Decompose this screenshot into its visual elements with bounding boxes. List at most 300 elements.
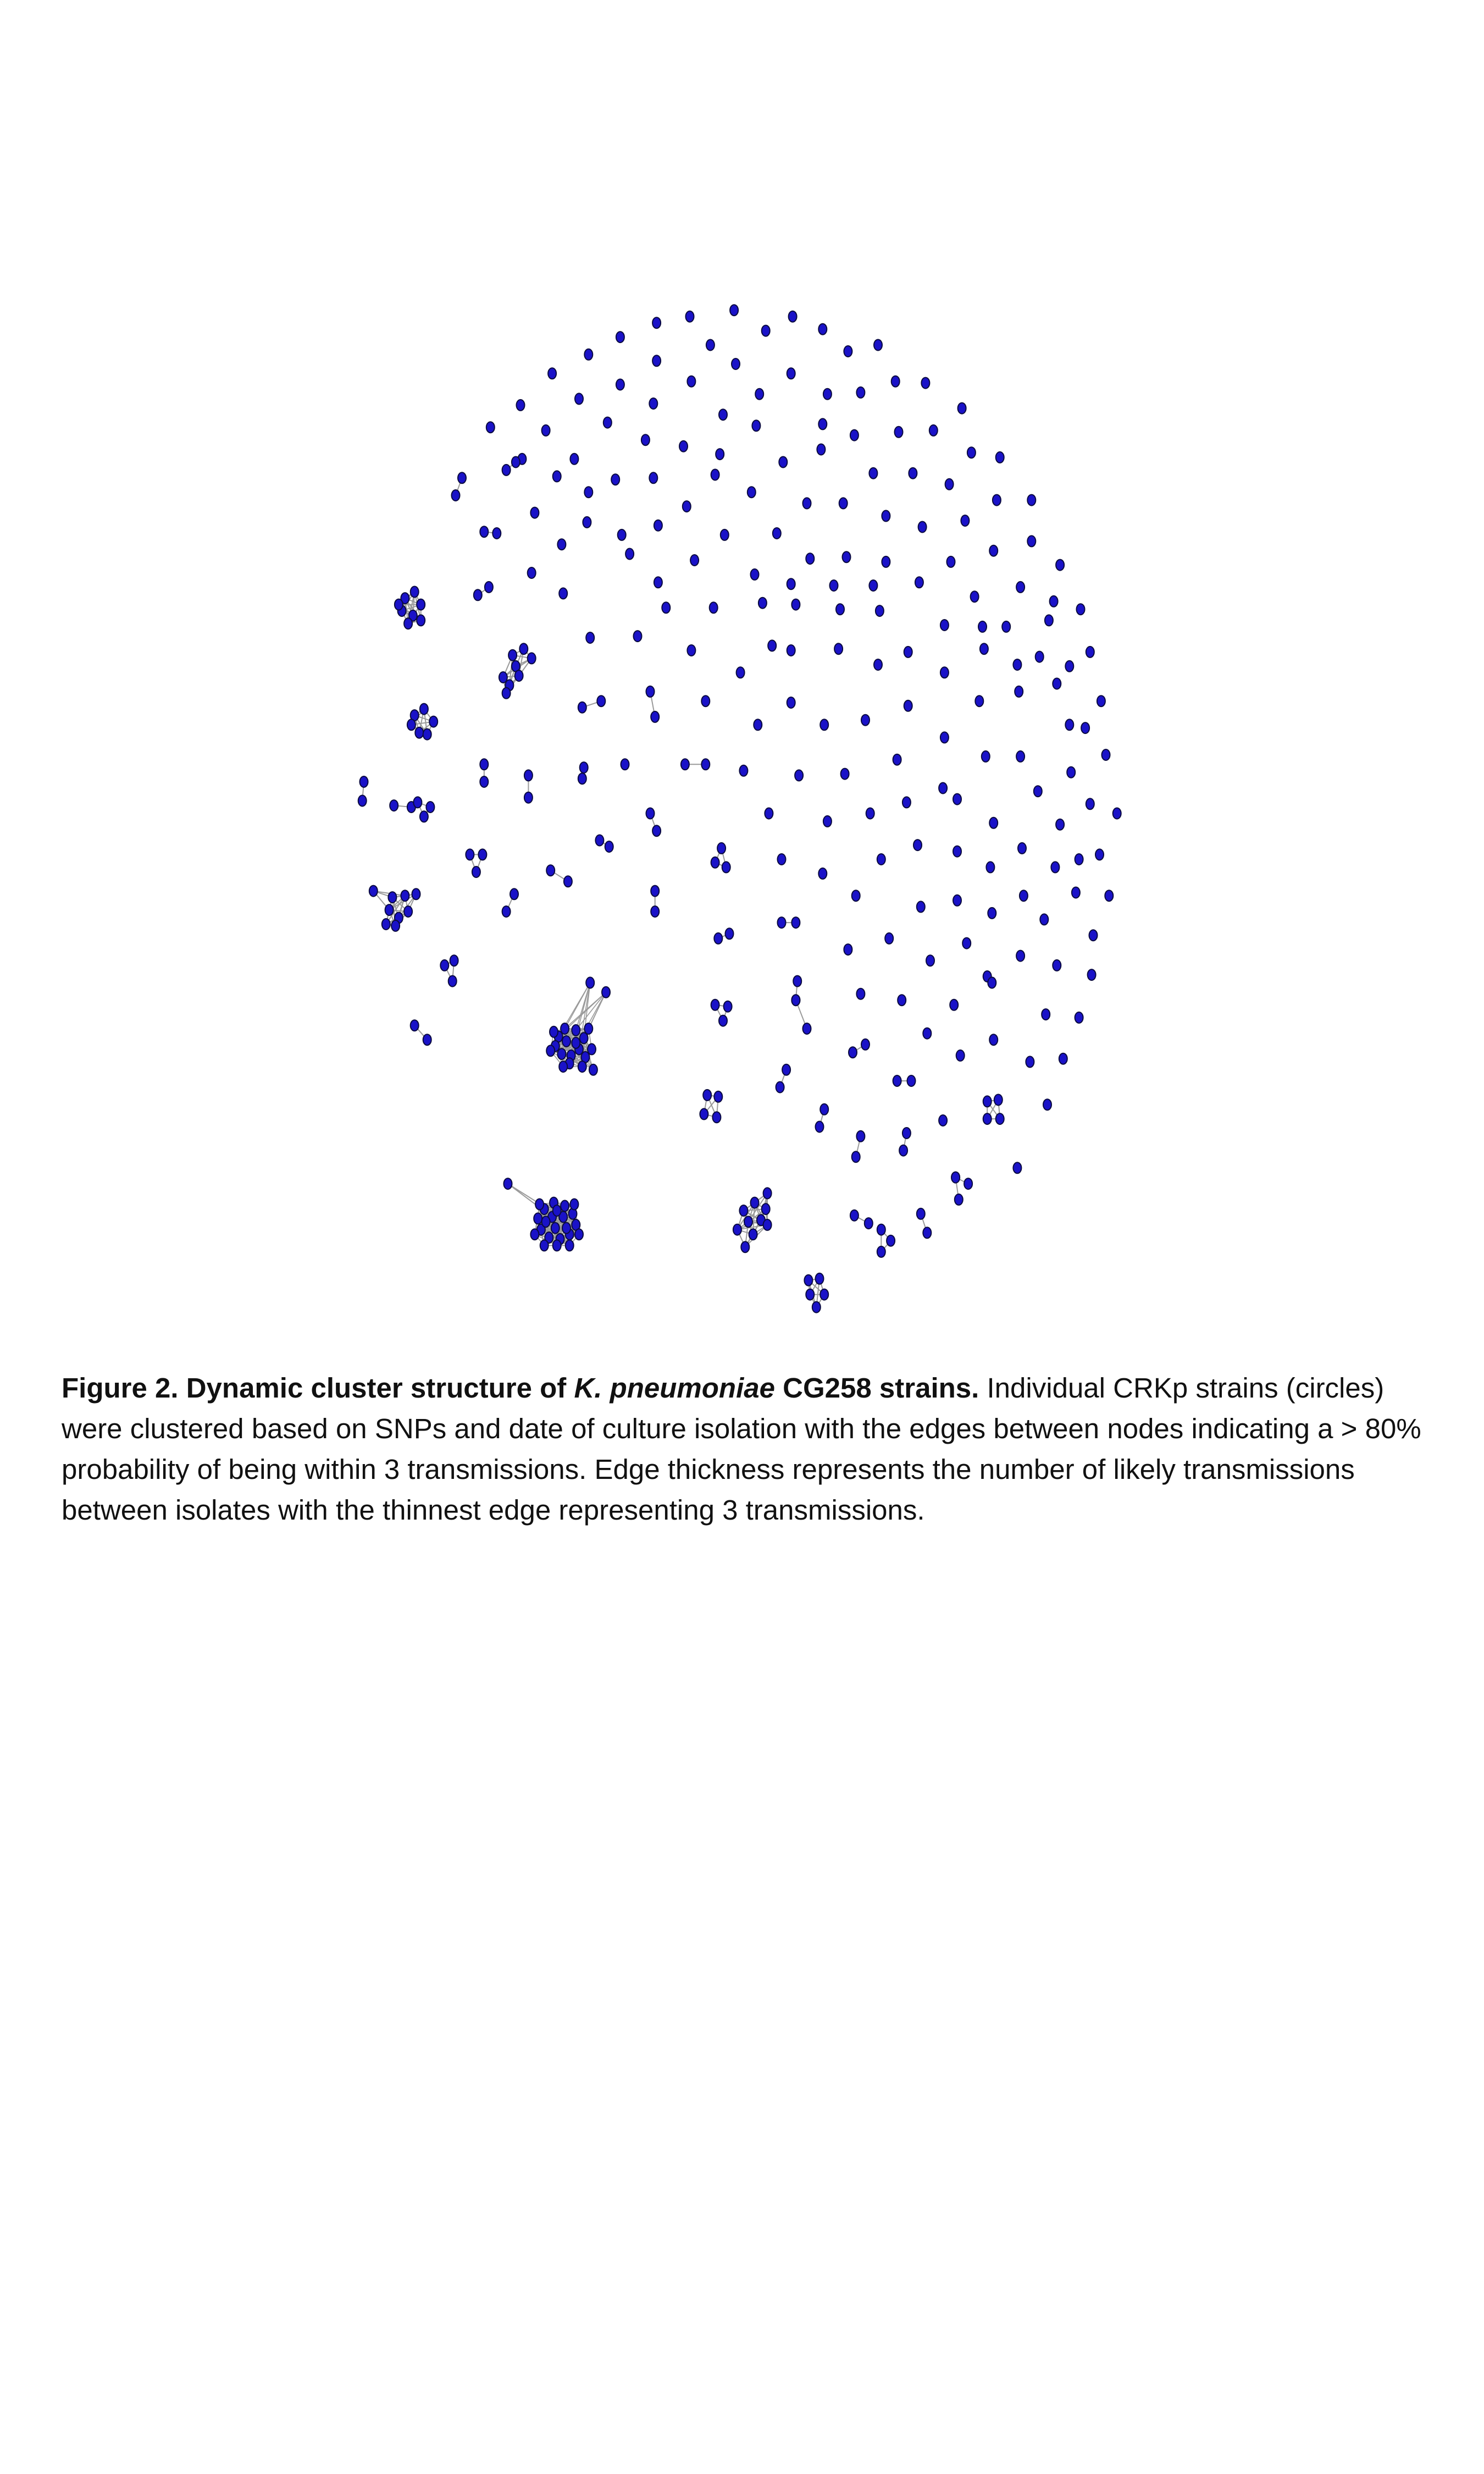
strain-node — [877, 1224, 885, 1235]
strain-node — [791, 917, 800, 928]
strain-node — [429, 716, 438, 727]
strain-node — [586, 632, 594, 643]
strain-node — [921, 378, 929, 389]
strain-node — [923, 1028, 931, 1039]
strain-node — [486, 422, 495, 433]
strain-node — [703, 1090, 711, 1101]
strain-node — [480, 759, 488, 770]
strain-node — [763, 1188, 772, 1199]
strain-node — [480, 526, 488, 537]
strain-node — [852, 1151, 860, 1162]
strain-node — [1043, 1099, 1051, 1110]
strain-node — [717, 843, 726, 854]
strain-node — [866, 808, 874, 819]
strain-node — [1097, 695, 1105, 706]
strain-node — [420, 704, 428, 715]
strain-node — [755, 389, 763, 400]
strain-node — [417, 615, 425, 626]
strain-node — [739, 1205, 747, 1216]
strain-node — [887, 1235, 895, 1246]
strain-node — [502, 465, 511, 476]
strain-node — [1016, 582, 1025, 593]
strain-node — [1016, 751, 1025, 762]
strain-node — [382, 919, 390, 930]
strain-node — [690, 555, 699, 566]
strain-node — [407, 719, 416, 730]
strain-node — [856, 1131, 865, 1142]
strain-node — [578, 1061, 586, 1072]
strain-node — [584, 487, 593, 498]
strain-node — [964, 1178, 972, 1189]
strain-node — [646, 808, 655, 819]
strain-node — [652, 317, 661, 328]
strain-node — [940, 732, 949, 743]
strain-node — [701, 759, 710, 770]
strain-node — [553, 1205, 561, 1216]
strain-node — [967, 447, 976, 458]
strain-node — [566, 1240, 574, 1251]
strain-node — [385, 904, 394, 915]
strain-node — [895, 427, 903, 438]
strain-node — [816, 1122, 824, 1133]
strain-node — [737, 667, 745, 678]
strain-node — [534, 1213, 542, 1224]
strain-node — [994, 1095, 1003, 1106]
strain-node — [806, 1289, 814, 1300]
strain-node — [726, 928, 734, 939]
strain-node — [530, 1229, 539, 1240]
strain-node — [850, 1210, 859, 1221]
strain-node — [584, 349, 593, 360]
strain-node — [1036, 651, 1044, 662]
strain-node — [562, 1223, 571, 1234]
strain-node — [791, 599, 800, 610]
figure-title-start: Dynamic cluster structure of — [186, 1372, 567, 1404]
strain-node — [652, 825, 661, 836]
strain-node — [712, 1112, 721, 1123]
strain-node — [1072, 887, 1080, 898]
strain-node — [844, 944, 852, 955]
strain-node — [939, 1115, 947, 1126]
strain-node — [580, 1032, 588, 1043]
strain-node — [595, 835, 603, 846]
strain-node — [1053, 678, 1061, 689]
strain-node — [818, 324, 827, 335]
strain-node — [535, 1199, 544, 1210]
strain-node — [850, 430, 859, 441]
strain-node — [877, 854, 885, 865]
strain-node — [1105, 890, 1113, 901]
strain-node — [589, 1064, 597, 1075]
strain-node — [989, 818, 998, 829]
strain-node — [749, 1229, 757, 1240]
strain-node — [733, 1224, 741, 1235]
strain-node — [899, 1145, 907, 1156]
strain-node — [820, 1104, 828, 1115]
strain-node — [1077, 604, 1085, 615]
strain-node — [856, 989, 865, 999]
strain-node — [762, 325, 770, 336]
strain-node — [1026, 1056, 1034, 1067]
strain-node — [765, 808, 773, 819]
strain-node — [744, 1216, 752, 1227]
strain-node — [861, 1039, 870, 1050]
strain-node — [909, 468, 917, 479]
strain-node — [1113, 808, 1121, 819]
strain-node — [730, 305, 738, 316]
strain-node — [687, 376, 695, 387]
strain-node — [844, 346, 852, 357]
strain-node — [564, 876, 572, 887]
strain-node — [779, 457, 787, 468]
strain-node — [958, 403, 966, 414]
strain-node — [602, 987, 610, 998]
strain-node — [836, 604, 844, 615]
strain-node — [953, 794, 961, 805]
strain-node — [947, 556, 955, 567]
strain-node — [570, 1199, 578, 1210]
strain-node — [752, 420, 760, 431]
strain-node — [823, 816, 832, 827]
strain-node — [719, 1015, 727, 1026]
strain-node — [816, 1273, 824, 1284]
strain-node — [466, 849, 474, 860]
strain-node — [1034, 786, 1042, 797]
strain-node — [578, 773, 586, 784]
strain-node — [548, 368, 556, 379]
strain-node — [986, 862, 994, 872]
strain-node — [877, 1246, 885, 1257]
strain-node — [902, 797, 911, 808]
strain-node — [913, 840, 922, 851]
strain-node — [993, 495, 1001, 506]
strain-node — [649, 472, 657, 483]
strain-node — [996, 452, 1004, 463]
strain-node — [1002, 621, 1010, 632]
strain-node — [751, 569, 759, 580]
strain-node — [817, 444, 825, 455]
strain-node — [950, 999, 958, 1010]
strain-node — [557, 539, 566, 550]
strain-node — [945, 479, 954, 490]
strain-node — [1059, 1053, 1067, 1064]
strain-node — [472, 866, 480, 877]
strain-node — [411, 1020, 419, 1031]
strain-node — [652, 355, 661, 366]
strain-node — [646, 686, 655, 697]
strain-node — [651, 906, 659, 917]
strain-node — [768, 640, 776, 651]
strain-node — [391, 920, 400, 931]
strain-node — [1020, 890, 1028, 901]
strain-node — [502, 906, 511, 917]
strain-node — [861, 715, 870, 726]
strain-node — [621, 759, 629, 770]
strain-node — [369, 886, 378, 897]
strain-node — [1015, 686, 1023, 697]
strain-node — [711, 470, 719, 481]
strain-node — [787, 578, 795, 589]
strain-node — [651, 886, 659, 897]
strain-node — [1095, 849, 1104, 860]
strain-node — [570, 454, 578, 465]
strain-node — [1013, 1162, 1021, 1173]
strain-node — [789, 311, 797, 322]
strain-node — [793, 976, 801, 987]
strain-node — [448, 976, 457, 987]
strain-node — [360, 776, 368, 787]
strain-node — [721, 529, 729, 540]
strain-node — [787, 368, 795, 379]
strain-node — [732, 358, 740, 369]
strain-node — [562, 1036, 571, 1047]
strain-node — [898, 995, 906, 1006]
strain-node — [939, 783, 947, 794]
strain-node — [404, 618, 412, 629]
strain-node — [550, 1026, 558, 1037]
strain-node — [517, 400, 525, 411]
strain-node — [561, 1023, 569, 1034]
strain-node — [1081, 722, 1089, 733]
figure-label: Figure 2. — [62, 1372, 179, 1404]
strain-node — [546, 865, 555, 876]
strain-node — [584, 1023, 593, 1034]
strain-node — [452, 490, 460, 501]
strain-node — [818, 868, 827, 879]
strain-node — [1045, 615, 1053, 626]
strain-node — [687, 645, 695, 656]
strain-node — [951, 1172, 960, 1183]
strain-node — [795, 770, 803, 781]
strain-node — [776, 1082, 784, 1093]
strain-node — [714, 933, 722, 944]
strain-node — [996, 1113, 1004, 1124]
strain-node — [874, 659, 882, 670]
strain-node — [450, 955, 458, 966]
strain-node — [876, 605, 884, 616]
strain-node — [849, 1047, 857, 1058]
strain-node — [654, 577, 662, 588]
strain-node — [856, 387, 865, 398]
strain-node — [649, 398, 657, 409]
strain-node — [778, 917, 786, 928]
strain-node — [701, 695, 710, 706]
strain-node — [458, 472, 466, 483]
strain-node — [413, 797, 422, 808]
strain-node — [820, 1289, 828, 1300]
strain-node — [940, 620, 949, 631]
strain-node — [618, 529, 626, 540]
strain-node — [412, 888, 420, 899]
strain-node — [918, 522, 927, 533]
strain-node — [988, 908, 996, 919]
strain-node — [611, 474, 619, 485]
strain-node — [686, 311, 694, 322]
strain-node — [588, 1043, 596, 1054]
transmission-edge — [508, 1184, 538, 1203]
strain-node — [485, 582, 493, 593]
strain-node — [528, 653, 536, 664]
strain-node — [962, 938, 971, 949]
strain-node — [616, 379, 624, 390]
strain-node — [417, 599, 425, 610]
strain-node — [716, 449, 724, 460]
strain-node — [758, 598, 767, 609]
strain-node — [654, 520, 662, 531]
strain-node — [440, 960, 448, 971]
strain-node — [634, 631, 642, 642]
strain-node — [869, 468, 877, 479]
strain-node — [515, 670, 523, 681]
strain-node — [1018, 843, 1026, 854]
strain-node — [480, 776, 488, 787]
strain-node — [551, 1223, 560, 1234]
strain-node — [641, 434, 650, 445]
strain-node — [823, 389, 832, 400]
strain-node — [1040, 914, 1048, 925]
figure-caption-body: Individual CRKp strains (circles) were clustered based on SNPs and date of culture isolation with the edges between nodes indicating a > 80% probability of being within 3 transmissions. Edge thickness represents the number of likely transmissions between isolates with the thinnest edge representing 3 transmissions. — [62, 1372, 1421, 1526]
strain-node — [953, 846, 961, 857]
strain-node — [1027, 535, 1036, 546]
strain-node — [578, 702, 586, 713]
strain-node — [917, 901, 925, 912]
strain-node — [782, 1064, 790, 1075]
strain-node — [553, 471, 561, 482]
strain-node — [1089, 930, 1098, 941]
strain-node — [754, 719, 762, 730]
strain-node — [404, 906, 412, 917]
strain-node — [423, 729, 431, 740]
strain-node — [1051, 862, 1059, 872]
strain-node — [597, 695, 605, 706]
strain-node — [961, 515, 969, 526]
strain-node — [1102, 749, 1110, 760]
strain-node — [852, 890, 860, 901]
strain-node — [1065, 719, 1073, 730]
strain-node — [1075, 854, 1083, 865]
strain-node — [1067, 767, 1075, 778]
strain-node — [492, 528, 501, 539]
strain-node — [915, 577, 923, 588]
strain-node — [940, 667, 949, 678]
strain-node — [885, 933, 893, 944]
strain-node — [508, 650, 517, 661]
strain-node — [980, 643, 988, 654]
figure-caption — [62, 1368, 1436, 1531]
strain-node — [763, 1219, 772, 1230]
strain-node — [820, 719, 828, 730]
strain-node — [834, 643, 843, 654]
strain-node — [679, 441, 688, 452]
strain-node — [902, 1128, 911, 1139]
strain-node — [651, 711, 659, 722]
strain-node — [553, 1240, 561, 1251]
strain-node — [603, 417, 612, 428]
strain-node — [787, 697, 795, 708]
network-nodes — [358, 305, 1121, 1312]
figure-title-species: K. pneumoniae — [574, 1372, 775, 1404]
strain-node — [575, 1229, 583, 1240]
strain-node — [524, 792, 533, 803]
strain-node — [540, 1240, 549, 1251]
strain-node — [423, 1034, 431, 1045]
strain-node — [719, 409, 727, 420]
network-edges — [362, 462, 1000, 1307]
strain-node — [982, 751, 990, 762]
strain-node — [907, 1075, 916, 1086]
strain-node — [605, 841, 613, 852]
strain-node — [739, 765, 747, 776]
strain-node — [542, 1216, 550, 1227]
strain-node — [519, 643, 528, 654]
strain-node — [1016, 951, 1025, 962]
strain-node — [989, 545, 998, 556]
strain-node — [882, 510, 890, 521]
strain-node — [926, 955, 934, 966]
strain-node — [1053, 960, 1061, 971]
strain-node — [524, 770, 533, 781]
strain-node — [891, 376, 900, 387]
strain-node — [1027, 495, 1036, 506]
strain-node — [662, 602, 670, 613]
strain-node — [955, 1194, 963, 1205]
strain-node — [559, 1061, 567, 1072]
strain-node — [773, 528, 781, 539]
strain-node — [711, 857, 719, 868]
strain-node — [528, 567, 536, 578]
strain-node — [882, 556, 890, 567]
strain-node — [683, 501, 691, 512]
strain-node — [956, 1050, 965, 1061]
strain-node — [474, 589, 482, 600]
strain-node — [874, 340, 882, 351]
strain-node — [1042, 1009, 1050, 1020]
strain-node — [706, 340, 715, 351]
strain-node — [1056, 819, 1064, 830]
strain-node — [722, 862, 730, 872]
strain-node — [1086, 798, 1094, 809]
strain-node — [415, 727, 423, 738]
strain-node — [904, 700, 912, 711]
strain-node — [586, 978, 594, 989]
strain-node — [575, 393, 583, 404]
strain-node — [818, 418, 827, 429]
strain-node — [583, 517, 591, 528]
strain-node — [983, 1113, 992, 1124]
strain-node — [978, 621, 987, 632]
strain-node — [502, 688, 511, 699]
strain-node — [917, 1208, 925, 1219]
strain-node — [561, 1200, 569, 1211]
strain-node — [711, 999, 719, 1010]
strain-node — [1013, 659, 1021, 670]
strain-node — [557, 1048, 566, 1059]
strain-node — [893, 754, 901, 765]
strain-node — [839, 498, 848, 509]
strain-node — [1050, 596, 1058, 607]
strain-node — [358, 796, 367, 807]
strain-node — [504, 1178, 512, 1189]
strain-node — [572, 1037, 580, 1048]
strain-node — [741, 1241, 749, 1252]
strain-node — [710, 602, 718, 613]
strain-node — [953, 895, 961, 906]
strain-node — [714, 1091, 722, 1102]
strain-node — [1088, 969, 1096, 980]
strain-node — [426, 802, 434, 813]
strain-node — [388, 892, 396, 903]
figure-title-end: CG258 strains. — [783, 1372, 979, 1404]
